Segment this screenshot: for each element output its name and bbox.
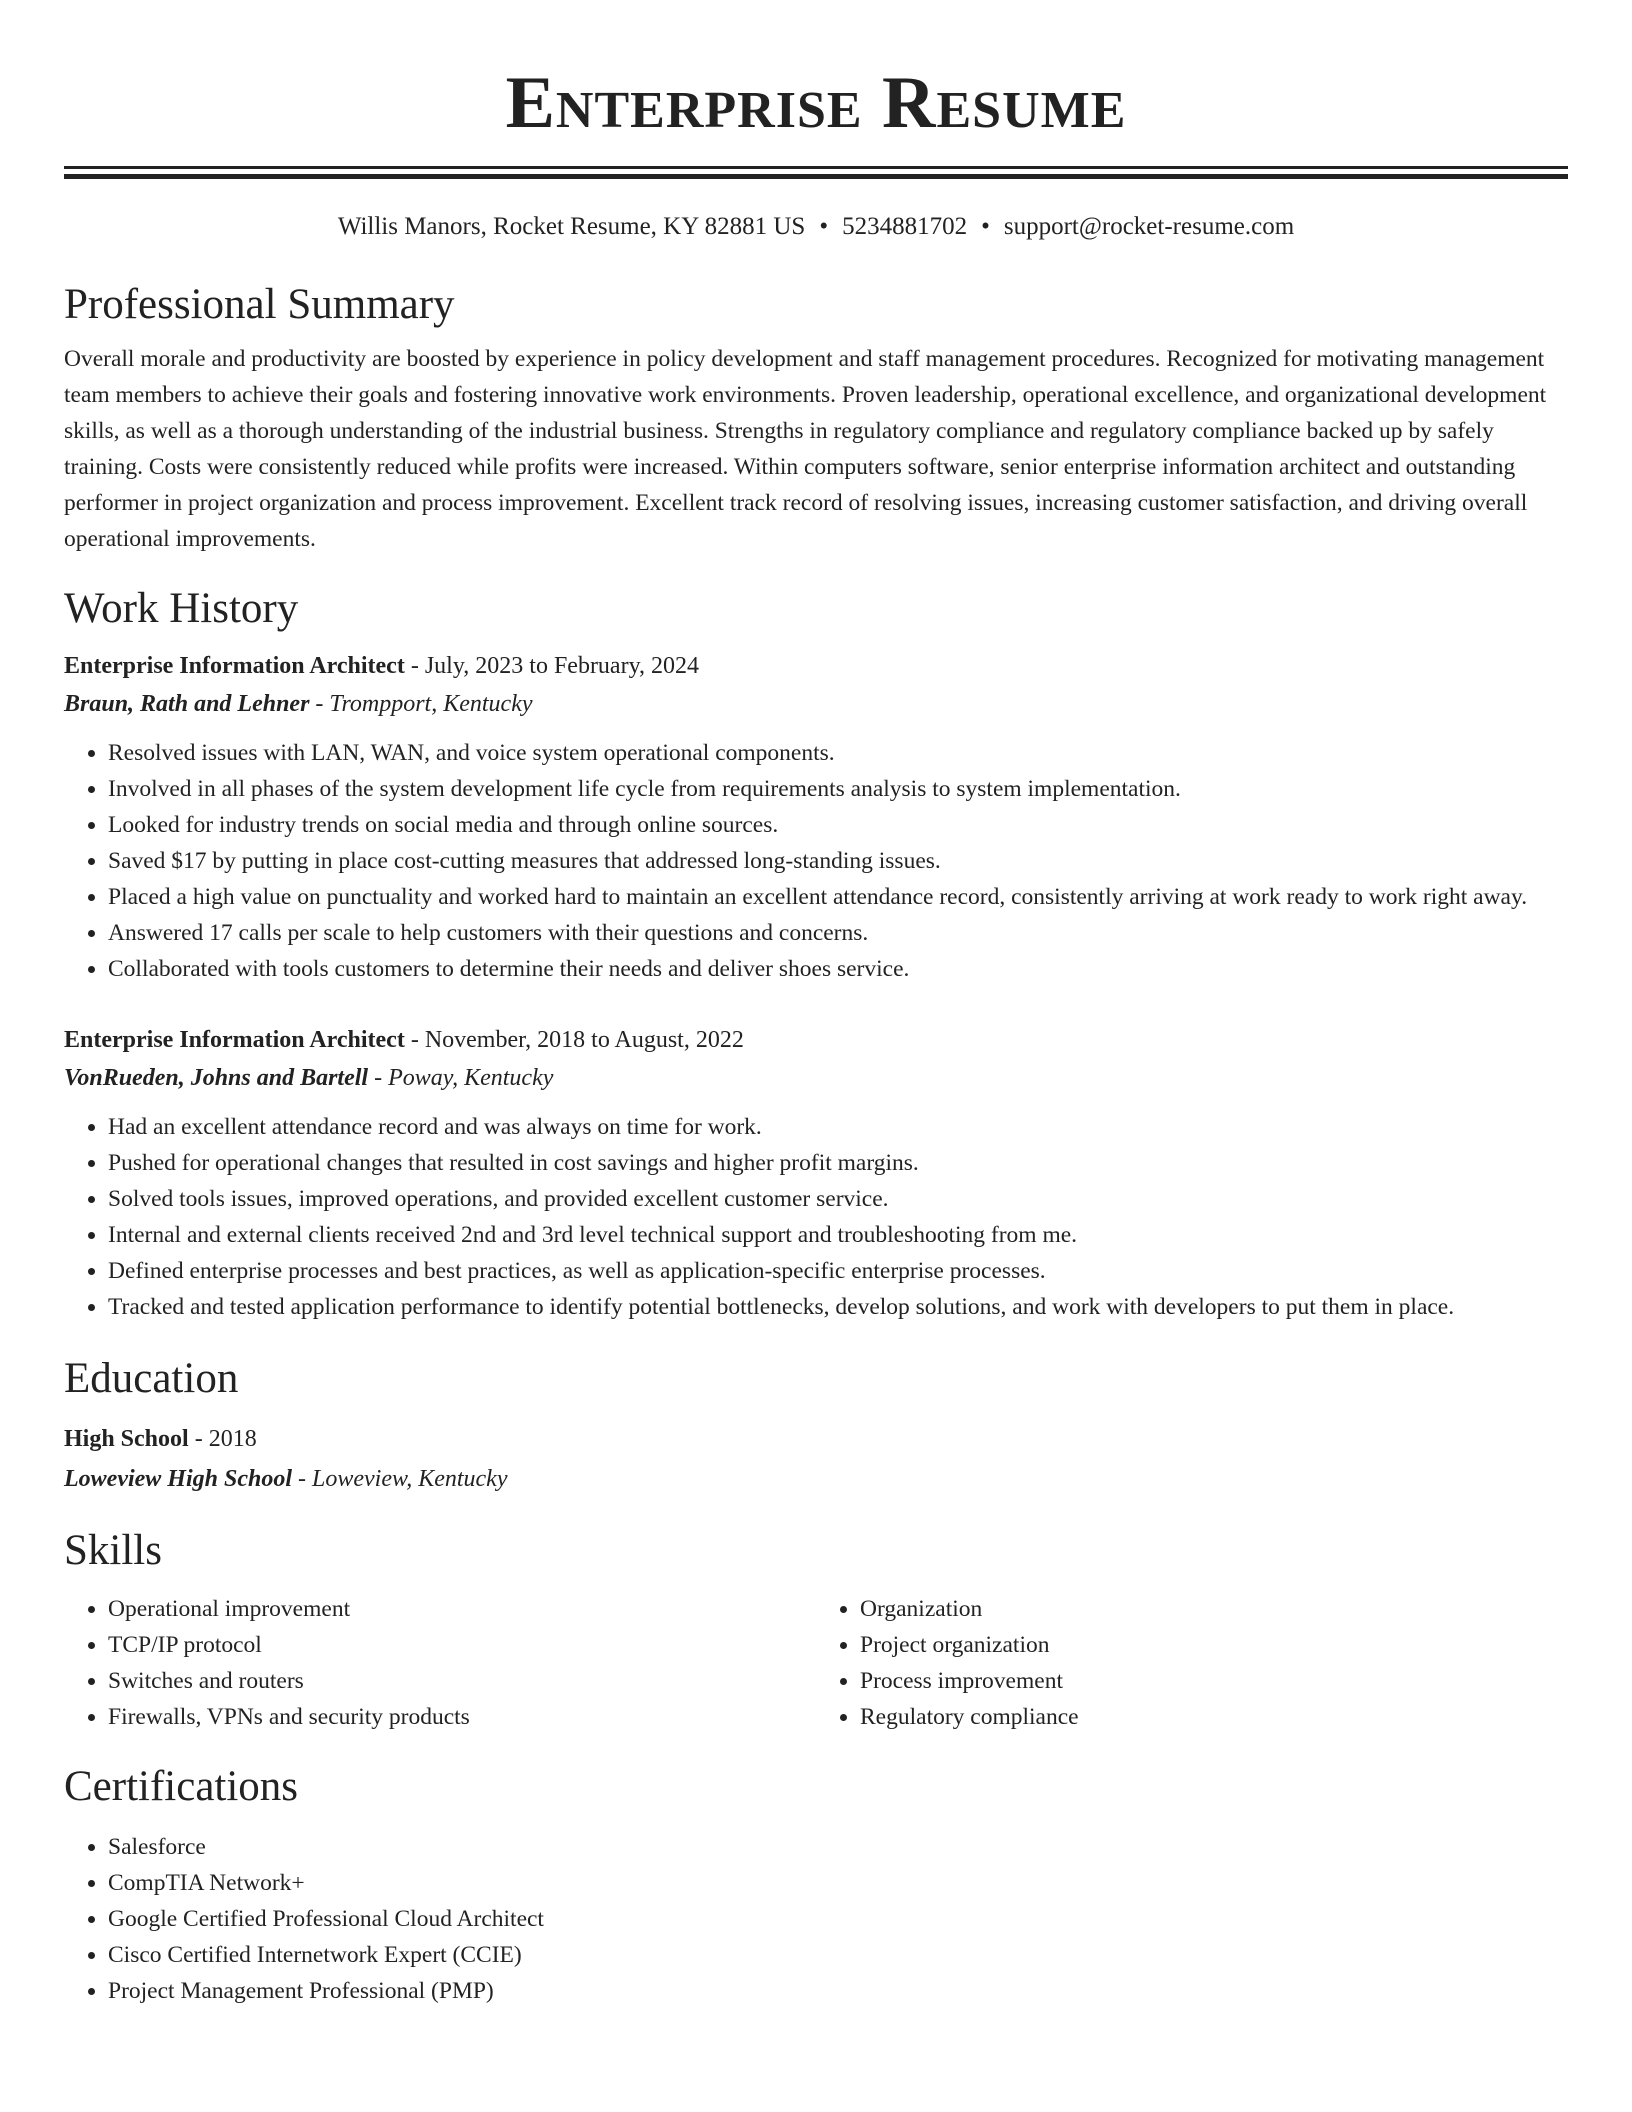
certification-item: • Cisco Certified Internetwork Expert (CCIE) (108, 1937, 1568, 1973)
skills-section (64, 1525, 1568, 1735)
job-dates: - November, 2018 to August, 2022 (404, 1027, 744, 1053)
skill-item: • Switches and routers (108, 1663, 816, 1699)
job-company: VonRueden, Johns and Bartell (64, 1065, 369, 1091)
job-title: Enterprise Information Architect (64, 1027, 405, 1053)
education-school-line (64, 1459, 1568, 1499)
list-item: • Solved tools issues, improved operations, and provided excellent customer service. (108, 1181, 1568, 1217)
certification-item: • Salesforce (108, 1829, 1568, 1865)
list-item: • Saved $17 by putting in place cost-cutting measures that addressed long-standing issues. (108, 843, 1568, 879)
contact-address: Willis Manors, Rocket Resume, KY 82881 US (337, 213, 806, 240)
job-bullets (64, 735, 1568, 987)
education-section (64, 1353, 1568, 1499)
job-dates: - July, 2023 to February, 2024 (404, 653, 700, 679)
skill-item: • Operational improvement (108, 1591, 816, 1627)
list-item: • Placed a high value on punctuality and worked hard to maintain an excellent attendance record, consistently arriving at work ready to work right away. (108, 879, 1568, 915)
job-company: Braun, Rath and Lehner (64, 691, 310, 717)
contact-separator: • (981, 213, 990, 240)
education-degree-line (64, 1419, 1568, 1459)
education-degree: High School (64, 1426, 189, 1452)
job-title: Enterprise Information Architect (64, 653, 405, 679)
contact-phone: 5234881702 (842, 213, 968, 240)
skill-item: • Project organization (860, 1627, 1568, 1663)
certifications-heading: Certifications (64, 1763, 299, 1810)
list-item: • Pushed for operational changes that resulted in cost savings and higher profit margins. (108, 1145, 1568, 1181)
skills-heading: Skills (64, 1527, 162, 1574)
list-item: • Collaborated with tools customers to determine their needs and deliver shoes service. (108, 951, 1568, 987)
certifications-section (64, 1761, 1568, 2009)
work-history-heading: Work History (64, 585, 299, 632)
resume-title: Enterprise Resume (505, 62, 1127, 144)
certification-item: • Project Management Professional (PMP) (108, 1973, 1568, 2009)
education-entry (64, 1419, 1568, 1499)
job-entry (64, 647, 1568, 987)
contact-line (64, 211, 1568, 243)
job-role-line (64, 647, 1568, 685)
list-item: • Defined enterprise processes and best practices, as well as application-specific enterprise processes. (108, 1253, 1568, 1289)
skill-item: • Process improvement (860, 1663, 1568, 1699)
job-bullets (64, 1109, 1568, 1325)
list-item: • Tracked and tested application performance to identify potential bottlenecks, develop solutions, and work with developers to put them in place. (108, 1289, 1568, 1325)
education-heading: Education (64, 1355, 239, 1402)
job-role-line (64, 1021, 1568, 1059)
title-divider-bottom (64, 174, 1568, 179)
summary-text: Overall morale and productivity are boosted by experience in policy development and staff management procedures. Recognized for motivating management team members to achieve their goals and fostering innovative work environments. Proven leadership, operational excellence, and organizational development skills, as well as a thorough understanding of the industrial business. Strengths in regulatory compliance and regulatory compliance backed up by safely training. Costs were consistently reduced while profits were increased. Within computers software, senior enterprise information architect and outstanding performer in project organization and process improvement. Excellent track record of resolving issues, increasing customer satisfaction, and driving overall operational improvements. (64, 346, 1547, 552)
job-org-line (64, 685, 1568, 723)
education-school: Loweview High School (64, 1466, 292, 1492)
certifications-list (64, 1829, 1568, 2009)
education-year: - 2018 (188, 1426, 257, 1452)
skills-left-list (64, 1591, 816, 1735)
work-history-section (64, 583, 1568, 1325)
skill-item: • Firewalls, VPNs and security products (108, 1699, 816, 1735)
contact-email: support@rocket-resume.com (1003, 213, 1295, 240)
list-item: • Looked for industry trends on social media and through online sources. (108, 807, 1568, 843)
skill-item: • Regulatory compliance (860, 1699, 1568, 1735)
skills-columns (64, 1591, 1568, 1735)
certification-item: • CompTIA Network+ (108, 1865, 1568, 1901)
list-item: • Resolved issues with LAN, WAN, and voice system operational components. (108, 735, 1568, 771)
job-location: - Poway, Kentucky (368, 1065, 554, 1091)
skills-right-list (816, 1591, 1568, 1735)
list-item: • Internal and external clients received 2nd and 3rd level technical support and troubleshooting from me. (108, 1217, 1568, 1253)
job-entry (64, 1021, 1568, 1325)
skill-item: • TCP/IP protocol (108, 1627, 816, 1663)
job-org-line (64, 1059, 1568, 1097)
list-item: • Had an excellent attendance record and was always on time for work. (108, 1109, 1568, 1145)
education-location: - Loweview, Kentucky (292, 1466, 508, 1492)
job-location: - Trompport, Kentucky (309, 691, 533, 717)
summary-section (64, 279, 1568, 557)
skill-item: • Organization (860, 1591, 1568, 1627)
list-item: • Answered 17 calls per scale to help customers with their questions and concerns. (108, 915, 1568, 951)
summary-heading: Professional Summary (64, 281, 455, 328)
list-item: • Involved in all phases of the system development life cycle from requirements analysis to system implementation. (108, 771, 1568, 807)
certification-item: • Google Certified Professional Cloud Architect (108, 1901, 1568, 1937)
contact-separator: • (819, 213, 829, 240)
